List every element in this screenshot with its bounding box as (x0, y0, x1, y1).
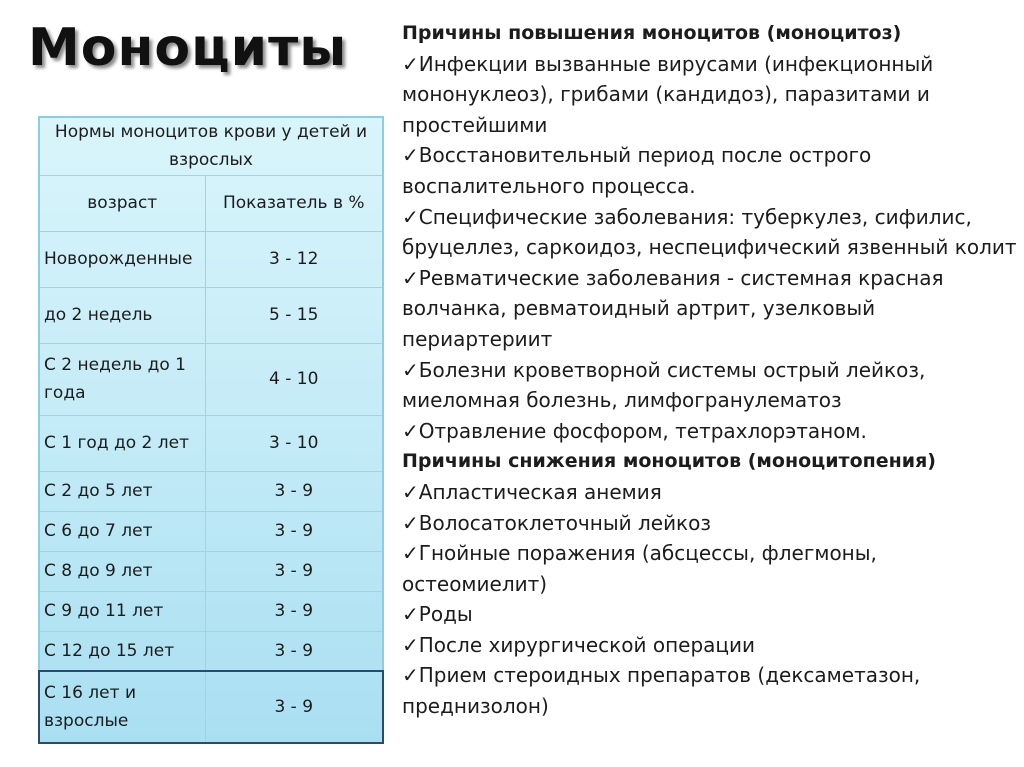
value-cell: 3 - 9 (205, 671, 383, 743)
decrease-causes-heading: Причины снижения моноцитов (моноцитопения) (402, 450, 936, 473)
age-cell: С 8 до 9 лет (39, 551, 205, 591)
age-cell: С 12 до 15 лет (39, 631, 205, 671)
list-item-text: Гнойные поражения (абсцессы, флегмоны, остеомиелит) (402, 541, 877, 596)
table-row (39, 287, 383, 343)
list-item-text: Инфекции вызванные вирусами (инфекционный мононуклеоз), грибами (кандидоз), паразитами и простейшими (402, 51, 934, 137)
list-item-text: Ревматические заболевания - системная красная волчанка, ревматоидный артрит, узелковый периартериит (402, 265, 944, 351)
list-item-text: Отравление фосфором, тетрахлорэтаном. (418, 418, 867, 443)
checkmark-icon (402, 633, 419, 657)
value-cell: 3 - 12 (205, 231, 383, 287)
list-item (402, 202, 1018, 263)
list-item (402, 263, 1018, 355)
checkmark-icon (402, 419, 419, 443)
age-cell: до 2 недель (39, 287, 205, 343)
causes-panel (402, 18, 1018, 722)
increase-causes-heading: Причины повышения моноцитов (моноцитоз) (402, 22, 902, 44)
list-item-text: Роды (418, 602, 473, 627)
value-cell: 3 - 9 (205, 511, 383, 551)
age-cell: Новорожденные (39, 231, 205, 287)
age-cell: С 16 лет и взрослые (39, 671, 205, 743)
table-row (39, 551, 383, 591)
value-cell: 3 - 10 (205, 415, 383, 471)
list-item-text: Волосатоклеточный лейкоз (418, 510, 712, 535)
table-header-row (39, 175, 383, 231)
checkmark-icon (402, 266, 419, 290)
table-caption: Нормы моноцитов крови у детей и взрослых (39, 117, 383, 175)
list-item (402, 355, 1018, 416)
list-item-text: Специфические заболевания: туберкулез, сифилис, бруцеллез, саркоидоз, неспецифический язвенный колит (402, 204, 1017, 260)
value-cell: 3 - 9 (205, 591, 383, 631)
age-cell: С 1 год до 2 лет (39, 415, 205, 471)
table-row (39, 231, 383, 287)
checkmark-icon (402, 541, 419, 565)
table-row (39, 591, 383, 631)
column-header-value: Показатель в % (205, 175, 383, 231)
list-item-text: Апластическая анемия (418, 479, 662, 504)
table-row (39, 415, 383, 471)
table-row (39, 343, 383, 415)
list-item (402, 140, 1018, 201)
table-row-highlighted (39, 671, 383, 743)
age-cell: С 2 недель до 1 года (39, 343, 205, 415)
age-cell: С 9 до 11 лет (39, 591, 205, 631)
list-item (402, 538, 1018, 599)
list-item (402, 416, 1018, 447)
list-item-text: После хирургической операции (418, 632, 756, 657)
checkmark-icon (402, 143, 419, 167)
age-cell: С 2 до 5 лет (39, 471, 205, 511)
checkmark-icon (402, 480, 419, 504)
list-item-text: Восстановительный период после острого воспалительного процесса. (402, 143, 872, 198)
checkmark-icon (402, 358, 419, 382)
list-item (402, 508, 1018, 539)
table-row (39, 511, 383, 551)
column-header-age: возраст (39, 175, 205, 231)
table-caption-row (39, 117, 383, 175)
checkmark-icon (402, 52, 419, 76)
checkmark-icon (402, 602, 419, 626)
value-cell: 5 - 15 (205, 287, 383, 343)
list-item-text: Болезни кроветворной системы острый лейкоз, миеломная болезнь, лимфогранулематоз (402, 357, 926, 413)
monocyte-norms-table (38, 116, 384, 744)
checkmark-icon (402, 205, 419, 229)
list-item (402, 477, 1018, 508)
table-row (39, 471, 383, 511)
list-item (402, 630, 1018, 661)
list-item-text: Прием стероидных препаратов (дексаметазон, преднизолон) (402, 663, 921, 719)
value-cell: 3 - 9 (205, 631, 383, 671)
checkmark-icon (402, 663, 419, 687)
age-cell: С 6 до 7 лет (39, 511, 205, 551)
list-item (402, 660, 1018, 721)
value-cell: 4 - 10 (205, 343, 383, 415)
value-cell: 3 - 9 (205, 471, 383, 511)
page-title: Моноциты (28, 18, 348, 78)
list-item (402, 49, 1018, 141)
checkmark-icon (402, 511, 419, 535)
table-row (39, 631, 383, 671)
value-cell: 3 - 9 (205, 551, 383, 591)
list-item (402, 599, 1018, 630)
